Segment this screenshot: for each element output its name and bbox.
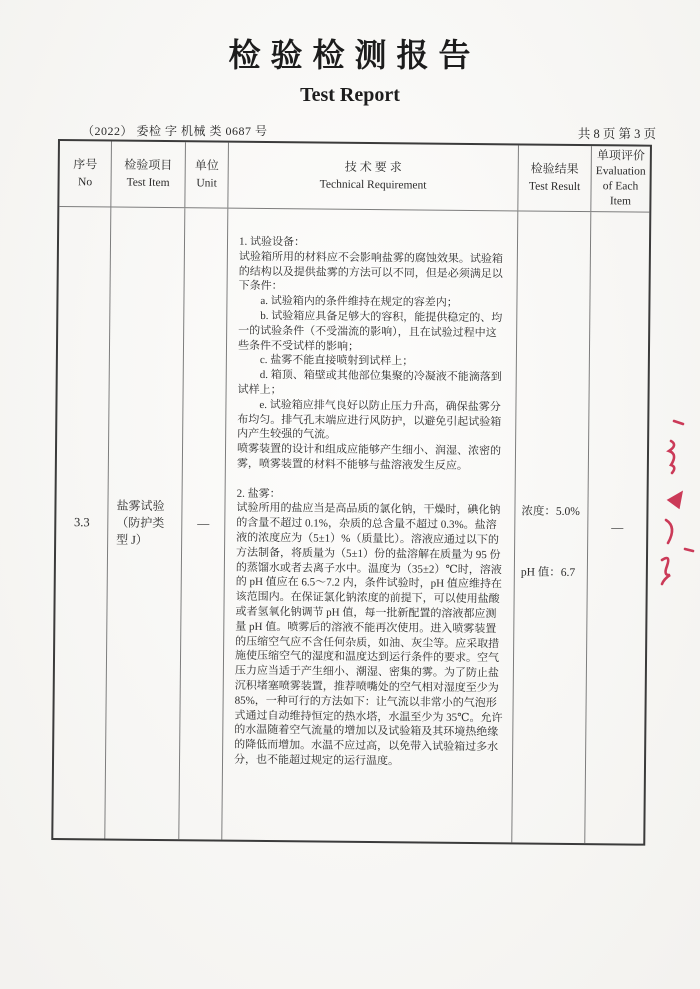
col-header-no-en: No xyxy=(77,176,93,189)
col-header-unit xyxy=(185,142,229,207)
col-header-no xyxy=(59,141,112,206)
row-unit: — xyxy=(179,208,228,839)
col-header-evaluation-zh: 单项评价 xyxy=(596,148,645,163)
col-header-test-result-zh: 检验结果 xyxy=(530,162,579,177)
red-annotation-marks xyxy=(653,408,700,588)
col-header-test-result xyxy=(518,145,592,211)
row-evaluation: — xyxy=(611,520,624,535)
col-header-test-item-zh: 检验项目 xyxy=(124,158,173,173)
col-header-technical-requirement xyxy=(228,143,519,211)
page-subtitle: Test Report xyxy=(300,84,400,106)
row-test-result xyxy=(512,211,591,843)
col-header-no-zh: 序号 xyxy=(73,157,98,172)
col-header-technical-requirement-zh: 技 术 要 求 xyxy=(344,160,402,175)
col-header-evaluation-en: Evaluation of Each Item xyxy=(595,165,646,208)
col-header-test-item xyxy=(111,142,186,208)
result-concentration: 浓度：5.0% xyxy=(521,505,580,518)
row-test-item: 盐雾试验 （防护类 型 J） xyxy=(105,208,185,840)
page-indicator: 共 8 页 第 3 页 xyxy=(577,127,656,141)
col-header-technical-requirement-en: Technical Requirement xyxy=(319,178,427,192)
result-ph: pH 值：6.7 xyxy=(520,565,576,579)
col-header-unit-en: Unit xyxy=(196,177,217,190)
report-number: （2022） 委检 字 机械 类 0687 号 xyxy=(82,124,268,138)
col-header-evaluation xyxy=(591,146,650,212)
table-header-row xyxy=(59,141,650,213)
page-title: 检 验 检 测 报 告 xyxy=(228,37,472,73)
table-row xyxy=(53,207,649,844)
col-header-test-item-en: Test Item xyxy=(126,176,170,189)
col-header-unit-zh: 单位 xyxy=(194,158,219,174)
test-report-table xyxy=(51,139,652,846)
test-result-values xyxy=(521,503,580,581)
row-technical-requirement: 1. 试验设备： 试验箱所用的材料应不会影响盐雾的腐蚀效果。试验箱的结构以及提供盐雾的方法可以不同，但是必须满足以下条件： a. 试验箱内的条件维持在规定的容差内； b. 试验箱应具备足够大的容积，能提供稳定的、均一的试验条件（不受湍流的影响），且在试验过程中这些条件不受试样的影响； c. 盐雾不能直接喷射到试样上； d. 箱顶、箱壁或其他部位集聚的冷凝液不能滴落到试样上； e. 试验箱应排气良好以防止压力升高，确保盐雾分布均匀。排气孔末端应进行风防护，以避免引起试验箱内产生较强的气流。 喷雾装置的设计和组成应能够产生细小、润湿、浓密的雾，喷雾装置的材料不能够与盐溶液发生反应。 2. 盐雾： 试验所用的盐应当是高品质的氯化钠，干燥时，碘化钠的含量不超过 0.1%，杂质的总含量不超过 0.3%。盐溶液的浓度应为（5±1）%（质量比）。溶液应通过以下的方法制备，将质量为（5±1）份的盐溶解在质量为 95 份的蒸馏水或者去离子水中。温度为（35±2）℃时，溶液的 pH 值应在 6.5～7.2 内，条件试验时，pH 值应维持在该范围内。在保证氯化钠浓度的前提下，可以使用盐酸或者氢氧化钠调节 pH 值，每一批新配置的溶液都应测量 pH 值。喷雾后的溶液不能再次使用。进入喷雾装置的压缩空气应不含任何杂质，如油、灰尘等。应采取措施使压缩空气的湿度和温度达到运行条件的要求。空气压力应当适于产生细小、潮湿、密集的雾。为了防止盐沉积堵塞喷雾装置，推荐喷嘴处的空气相对湿度至少为 85%，一种可行的方法如下：让气流以非常小的气泡形式通过自动维持恒定的热水塔，水温至少为 35℃。允许的水温随着空气流量的增加以及试验箱及其环境热绝缘的降低而增加。水温不应过高，以免带入试验箱过多水分，也不能超过规定的运行温度。 xyxy=(222,209,518,843)
col-header-test-result-en: Test Result xyxy=(528,180,581,193)
row-no: 3.3 xyxy=(53,207,111,838)
